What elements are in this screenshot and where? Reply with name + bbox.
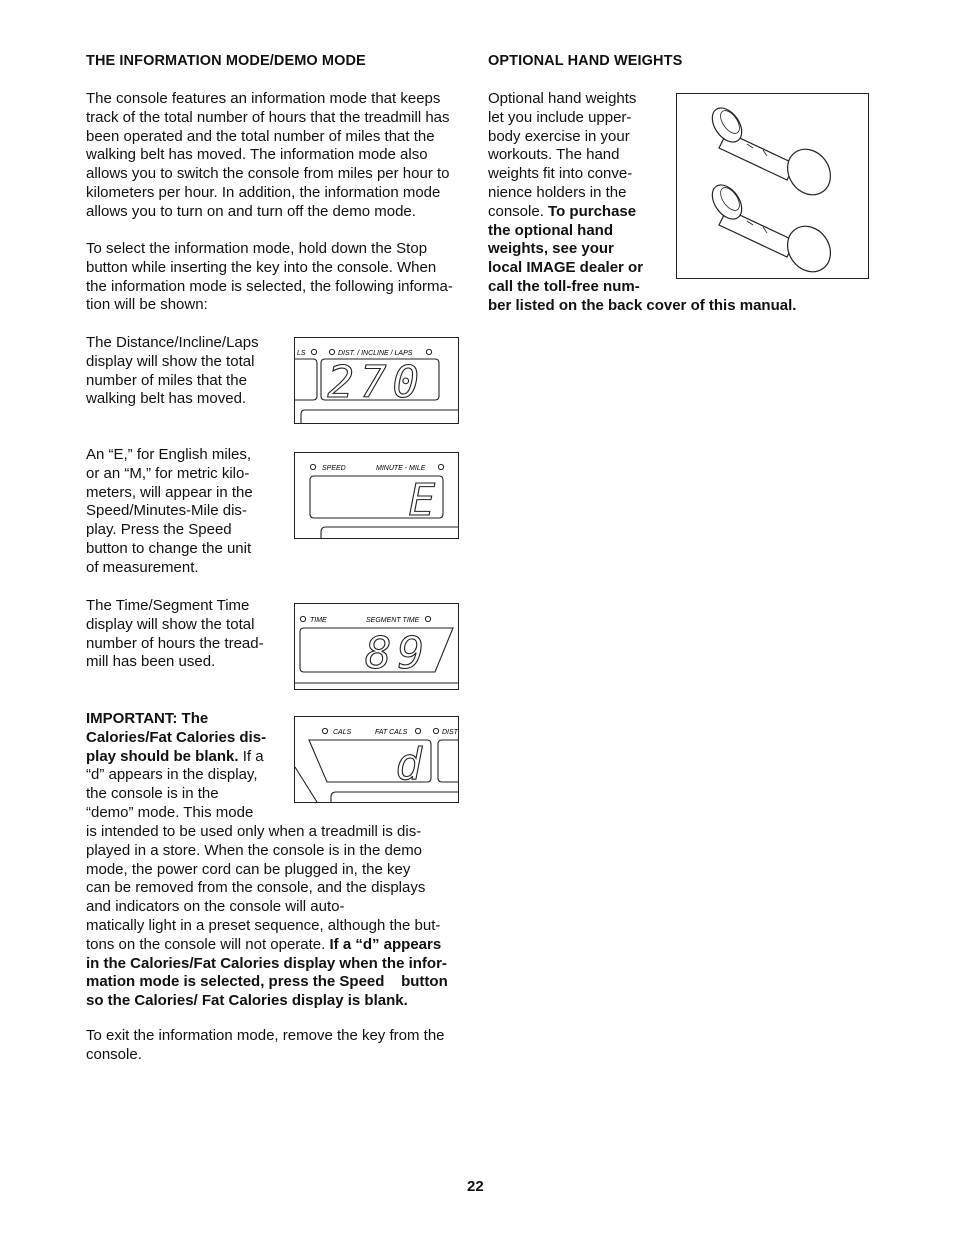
text-line: “demo” mode. This mode (86, 803, 254, 821)
text-line: meters, will appear in the (86, 483, 253, 501)
display-label: CALS (333, 729, 352, 736)
text-line: kilometers per hour. In addition, the information mode (86, 183, 441, 201)
text-line: To select the information mode, hold down the Stop (86, 240, 428, 257)
text-line: walking belt has moved. The information mode also (86, 146, 428, 164)
bold-text: local IMAGE dealer or (488, 259, 644, 277)
adjacent-window (438, 740, 458, 782)
text-line: and indicators on the console will auto- (86, 898, 345, 916)
text-line: track of the total number of hours that the treadmill has (86, 108, 450, 126)
text-line: workouts. The hand (488, 146, 620, 164)
bold-text: To purchase (548, 202, 637, 220)
text-line: nience holders in the (488, 183, 627, 201)
text-line: An “E,” for English miles, (86, 446, 252, 463)
bold-text: so the Calories/ Fat Calories display is blank. (86, 992, 408, 1010)
bold-text: call the toll-free num- (488, 277, 640, 295)
dumbbell-icon (706, 180, 839, 278)
distance-display-illustration (294, 337, 459, 424)
text-line: body exercise in your (488, 127, 630, 145)
text-line (86, 936, 476, 955)
lcd-readout: 270 (327, 357, 425, 408)
text-line: button to change the unit (86, 539, 252, 557)
text-line: played in a store. When the console is in the demo (86, 841, 423, 859)
text-line: display will show the total (86, 615, 255, 633)
text-line (86, 973, 476, 992)
indicator-light (329, 349, 334, 354)
text-line: allows you to switch the console from miles per hour to (86, 165, 450, 183)
indicator-light (433, 728, 438, 733)
text-line (488, 278, 818, 297)
text-line: “d” appears in the display, (86, 766, 258, 784)
text-line: The Time/Segment Time (86, 597, 250, 614)
indicator-light (311, 349, 316, 354)
select-mode-paragraph (86, 240, 476, 315)
display-label: SEGMENT TIME (366, 617, 420, 624)
text-line: button while inserting the key into the console. When (86, 258, 437, 276)
important-note-narrow (86, 710, 276, 823)
intro-paragraph (86, 90, 476, 222)
indicator-light (322, 728, 327, 733)
text-line: play. Press the Speed (86, 521, 232, 539)
display-label: MINUTE - MILE (376, 465, 426, 472)
text-line: Optional hand weights (488, 90, 637, 107)
text-line (86, 992, 476, 1011)
hand-weights-illustration (676, 93, 869, 279)
indicator-light (300, 616, 305, 621)
text-line: number of hours the tread- (86, 634, 264, 652)
distance-paragraph (86, 334, 286, 409)
bold-text: mation mode is selected, press the Speed button (86, 973, 448, 991)
bold-text: in the Calories/Fat Calories display when the infor- (86, 954, 447, 972)
plain-text: tons on the console will not operate. (86, 935, 330, 953)
exit-paragraph (86, 1027, 476, 1065)
console-edge (321, 527, 458, 538)
section-heading-information-mode: THE INFORMATION MODE/DEMO MODE (86, 53, 366, 69)
console-edge (301, 410, 458, 423)
text-line: the console is in the (86, 785, 219, 803)
text-line: the information mode is selected, the following informa- (86, 277, 453, 295)
adjacent-window (295, 359, 317, 400)
bold-text: play should be blank. (86, 747, 239, 765)
indicator-light (425, 616, 430, 621)
text-line: console. (86, 1045, 142, 1063)
console-edge (295, 767, 317, 802)
text-line: mill has been used. (86, 653, 216, 671)
speed-paragraph (86, 446, 286, 578)
bold-text: the optional hand (488, 221, 613, 239)
text-line (86, 955, 476, 974)
text-line: walking belt has moved. (86, 390, 247, 408)
bold-text: If a “d” appears (329, 935, 442, 953)
text-line: been operated and the total number of miles that the (86, 127, 435, 145)
plain-text: console. (488, 202, 549, 220)
text-line (86, 729, 276, 748)
lcd-readout: d (395, 739, 422, 790)
lcd-readout: E (408, 475, 435, 526)
indicator-light (310, 464, 315, 469)
plain-text: If a (238, 747, 264, 765)
time-paragraph (86, 597, 286, 672)
text-line: The console features an information mode that keeps (86, 90, 441, 107)
display-label: SPEED (322, 465, 346, 472)
indicator-light (426, 349, 431, 354)
indicator-light (415, 728, 420, 733)
text-line: is intended to be used only when a treadmill is dis- (86, 823, 422, 840)
text-line (488, 297, 818, 316)
section-heading-hand-weights: OPTIONAL HAND WEIGHTS (488, 53, 683, 69)
text-line: or an “M,” for metric kilo- (86, 464, 250, 482)
text-line: weights fit into conve- (488, 165, 633, 183)
bold-text: weights, see your (488, 240, 614, 258)
text-line: Speed/Minutes-Mile dis- (86, 502, 247, 520)
speed-display-illustration (294, 452, 459, 539)
console-edge (331, 792, 458, 802)
bold-text: IMPORTANT: The (86, 710, 209, 727)
text-line: display will show the total (86, 352, 255, 370)
display-label: DIST. / INCLINE / LAPS (338, 350, 413, 357)
text-line: can be removed from the console, and the displays (86, 879, 426, 897)
text-line: mode, the power cord can be plugged in, the key (86, 860, 411, 878)
time-display-illustration (294, 603, 459, 690)
important-note-wide (86, 823, 476, 1011)
display-label: FAT CALS (375, 729, 408, 736)
text-line (86, 710, 276, 729)
display-label: LS (297, 350, 306, 357)
text-line: tion will be shown: (86, 296, 208, 314)
bold-text: Calories/Fat Calories dis- (86, 728, 267, 746)
text-line: matically light in a preset sequence, although the but- (86, 916, 441, 934)
text-line: of measurement. (86, 558, 199, 576)
text-line: allows you to turn on and turn off the demo mode. (86, 202, 416, 220)
text-line: let you include upper- (488, 108, 632, 126)
text-line: number of miles that the (86, 371, 247, 389)
bold-text: ber listed on the back cover of this manual. (488, 296, 797, 314)
display-label: TIME (310, 617, 327, 624)
text-line (86, 748, 276, 767)
text-line: The Distance/Incline/Laps (86, 334, 259, 351)
lcd-readout: 89 (365, 628, 430, 679)
display-label: DIST (442, 729, 458, 736)
page-number: 22 (467, 1178, 484, 1195)
indicator-light (438, 464, 443, 469)
calories-display-illustration (294, 716, 459, 803)
text-line: To exit the information mode, remove the key from the (86, 1027, 445, 1044)
